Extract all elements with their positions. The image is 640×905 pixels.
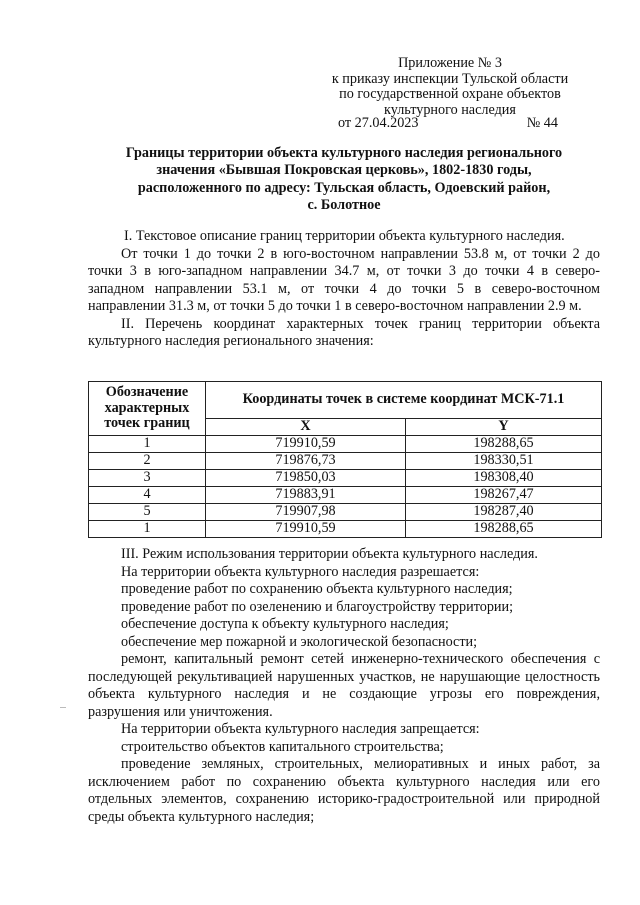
appendix-block [300,56,600,118]
table-row [89,520,602,537]
sections-1-2 [88,228,600,351]
coordinates-header: Координаты точек в системе координат МСК-71.1 [206,382,602,419]
title-line: с. Болотное [307,196,381,213]
point-cell: 2 [89,452,206,469]
point-cell: 1 [89,520,206,537]
point-cell: 4 [89,486,206,503]
table-row [89,435,602,452]
forbidden-item: проведение земляных, строительных, мелиоративных и иных работ, за исключением работ по сохранению объекта культурного наследия или его отдельных элементов, сохранению историко-градостроительной или природной среды объекта культурного наследия; [88,756,600,825]
table-row [89,503,602,520]
appendix-line: к приказу инспекции Тульской области [331,70,569,87]
order-date-line [338,115,600,131]
allowed-intro: На территории объекта культурного наследия разрешается: [121,563,480,580]
forbidden-intro: На территории объекта культурного наследия запрещается: [121,721,480,737]
y-cell: 198288,65 [406,435,602,452]
point-cell: 5 [89,503,206,520]
y-column-header: Y [406,419,602,436]
order-number: № 44 [526,115,558,131]
point-cell: 1 [89,435,206,452]
y-cell: 198288,65 [406,520,602,537]
margin-mark [60,707,66,708]
appendix-line: Приложение № 3 [398,55,502,71]
section1-text: От точки 1 до точки 2 в юго-восточном направлении 53.8 м, от точки 2 до точки 3 в юго-западном направлении 34.7 м, от точки 3 до точки 4 в северо-западном направлении 53.1 м, от точки 4 до точки 5 в северо-восточном направлении 31.3 м, от точки 5 до точки 1 в северо-восточном направлении 2.9 м. [88,245,600,314]
title-line: расположенного по адресу: Тульская область, Одоевский район, [137,179,551,196]
appendix-line: по государственной охране объектов [339,86,561,102]
x-cell: 719910,59 [206,520,406,537]
y-cell: 198287,40 [406,503,602,520]
x-column-header: X [206,419,406,436]
x-cell: 719910,59 [206,435,406,452]
section1-heading: I. Текстовое описание границ территории объекта культурного наследия. [124,228,565,244]
x-cell: 719907,98 [206,503,406,520]
y-cell: 198330,51 [406,452,602,469]
allowed-item: обеспечение доступа к объекту культурного наследия; [121,616,449,632]
document-title [88,145,600,214]
allowed-item: обеспечение мер пожарной и экологической безопасности; [121,633,478,650]
title-line: значения «Бывшая Покровская церковь», 1802-1830 годы, [156,162,532,179]
forbidden-item: строительство объектов капитального строительства; [121,738,444,755]
y-cell: 198308,40 [406,469,602,486]
table-row [89,486,602,503]
order-date: от 27.04.2023 [338,115,419,131]
x-cell: 719850,03 [206,469,406,486]
section-3 [88,546,600,826]
x-cell: 719883,91 [206,486,406,503]
allowed-item: ремонт, капитальный ремонт сетей инженерно-технического обеспечения с последующей рекультивацией нарушенных участков, не нарушающие целостность объекта культурного наследия и не создающие угрозы его повреждения, разрушения или уничтожения. [88,651,600,720]
title-line: Границы территории объекта культурного наследия регионального [125,145,563,161]
section3-heading: III. Режим использования территории объекта культурного наследия. [121,546,538,562]
coordinates-table [88,381,602,538]
appendix-line: культурного наследия [384,101,516,118]
point-cell: 3 [89,469,206,486]
table-row [89,469,602,486]
x-cell: 719876,73 [206,452,406,469]
allowed-item: проведение работ по озеленению и благоустройству территории; [121,598,514,615]
point-column-header: Обозначение характерных точек границ [89,382,206,436]
allowed-item: проведение работ по сохранению объекта культурного наследия; [121,581,513,597]
section2-heading: II. Перечень координат характерных точек границ территории объекта культурного наследия регионального значения: [88,315,600,349]
y-cell: 198267,47 [406,486,602,503]
table-row [89,452,602,469]
